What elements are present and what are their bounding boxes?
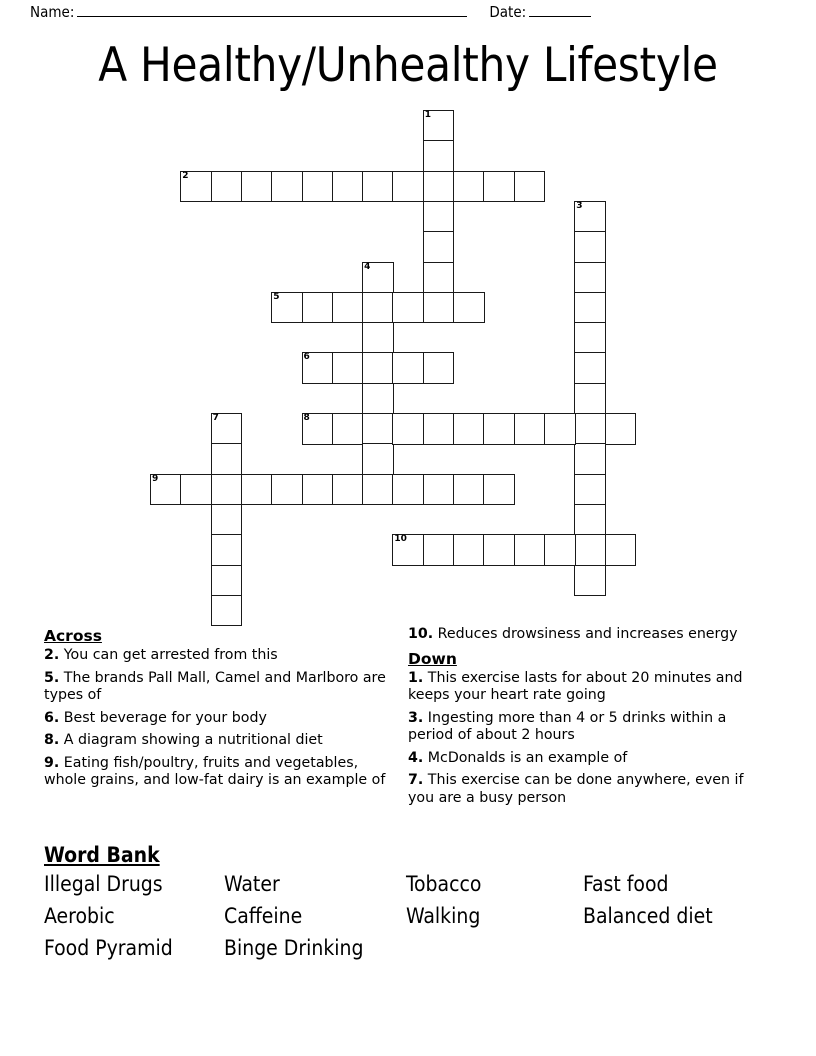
clue-across-5 bbox=[44, 670, 396, 705]
grid-cell-number: 7 bbox=[212, 413, 219, 423]
grid-cell[interactable] bbox=[514, 413, 546, 445]
word-bank-heading: Word Bank bbox=[44, 843, 160, 867]
clue-across-2 bbox=[44, 647, 396, 665]
clue-text: This exercise lasts for about 20 minutes and keeps your heart rate going bbox=[408, 669, 743, 703]
word-bank-item: Fast food bbox=[583, 872, 669, 896]
clue-across-9 bbox=[44, 755, 396, 790]
word-bank-item: Caffeine bbox=[224, 904, 303, 928]
grid-cell[interactable] bbox=[332, 352, 364, 384]
grid-cell-number: 4 bbox=[364, 261, 371, 272]
clue-number: 9. bbox=[44, 754, 60, 771]
grid-cell[interactable] bbox=[332, 171, 364, 203]
grid-cell[interactable] bbox=[423, 292, 455, 324]
clue-text: Reduces drowsiness and increases energy bbox=[437, 626, 738, 642]
grid-cell[interactable] bbox=[574, 413, 606, 445]
grid-cell[interactable] bbox=[423, 231, 455, 263]
grid-cell-number: 10 bbox=[394, 534, 407, 545]
grid-cell[interactable] bbox=[544, 413, 576, 445]
grid-cell[interactable] bbox=[574, 231, 606, 263]
word-bank-section bbox=[44, 842, 784, 963]
grid-cell[interactable] bbox=[271, 474, 303, 506]
grid-cell-number: 1 bbox=[424, 110, 431, 120]
clue-text: McDonalds is an example of bbox=[427, 749, 628, 766]
grid-cell[interactable] bbox=[574, 534, 606, 566]
grid-cell[interactable] bbox=[211, 413, 243, 445]
grid-cell[interactable] bbox=[574, 565, 606, 597]
grid-cell-number: 8 bbox=[303, 413, 310, 423]
clue-number: 7. bbox=[408, 772, 424, 788]
clues-column-left bbox=[44, 626, 396, 795]
grid-cell[interactable] bbox=[574, 262, 606, 294]
grid-cell[interactable] bbox=[544, 534, 576, 566]
name-label: Name: bbox=[30, 3, 75, 21]
word-bank-list bbox=[44, 870, 784, 963]
page-title: A Healthy/Unhealthy Lifestyle bbox=[98, 38, 718, 93]
clue-text: A diagram showing a nutritional diet bbox=[63, 732, 323, 748]
grid-cell[interactable] bbox=[362, 383, 394, 415]
grid-cell[interactable] bbox=[514, 171, 546, 203]
grid-cell[interactable] bbox=[392, 534, 424, 566]
grid-cell[interactable] bbox=[574, 201, 606, 233]
clue-text: Eating fish/poultry, fruits and vegetables, whole grains, and low-fat dairy is an example of bbox=[44, 754, 386, 788]
clue-number: 6. bbox=[44, 709, 60, 726]
grid-cell[interactable] bbox=[453, 413, 485, 445]
down-heading: Down bbox=[408, 649, 457, 668]
clue-text: You can get arrested from this bbox=[63, 647, 278, 663]
grid-cell[interactable] bbox=[574, 474, 606, 506]
grid-cell[interactable] bbox=[423, 413, 455, 445]
grid-cell[interactable] bbox=[453, 474, 485, 506]
grid-cell[interactable] bbox=[392, 352, 424, 384]
grid-cell[interactable] bbox=[180, 474, 212, 506]
clue-text: Best beverage for your body bbox=[63, 709, 267, 726]
grid-cell[interactable] bbox=[574, 292, 606, 324]
word-bank-item: Balanced diet bbox=[583, 904, 713, 928]
grid-cell[interactable] bbox=[423, 352, 455, 384]
clue-down-1 bbox=[408, 670, 760, 705]
clue-down-7 bbox=[408, 772, 760, 807]
grid-cell[interactable] bbox=[483, 534, 515, 566]
word-bank-item: Water bbox=[224, 872, 280, 896]
clue-number: 10. bbox=[408, 626, 434, 642]
grid-cell[interactable] bbox=[332, 413, 364, 445]
grid-cell[interactable] bbox=[453, 171, 485, 203]
grid-cell[interactable] bbox=[302, 292, 334, 324]
clue-number: 8. bbox=[44, 732, 60, 748]
clue-across-8 bbox=[44, 732, 396, 750]
clue-number: 3. bbox=[408, 709, 424, 726]
grid-cell[interactable] bbox=[423, 474, 455, 506]
grid-cell[interactable] bbox=[362, 352, 394, 384]
clues-column-right bbox=[408, 626, 760, 812]
grid-cell[interactable] bbox=[423, 262, 455, 294]
clue-text: The brands Pall Mall, Camel and Marlboro are types of bbox=[44, 669, 386, 703]
grid-cell[interactable] bbox=[423, 110, 455, 142]
clue-across-10 bbox=[408, 626, 760, 644]
grid-cell[interactable] bbox=[180, 171, 212, 203]
clue-down-4 bbox=[408, 750, 760, 768]
grid-cell[interactable] bbox=[574, 504, 606, 536]
grid-cell[interactable] bbox=[514, 534, 546, 566]
clue-text: Ingesting more than 4 or 5 drinks within a period of about 2 hours bbox=[408, 709, 727, 743]
grid-cell[interactable] bbox=[574, 352, 606, 384]
grid-cell[interactable] bbox=[211, 534, 243, 566]
grid-cell[interactable] bbox=[362, 443, 394, 475]
grid-cell[interactable] bbox=[302, 413, 334, 445]
grid-cell[interactable] bbox=[302, 474, 334, 506]
grid-cell[interactable] bbox=[574, 443, 606, 475]
grid-cell[interactable] bbox=[362, 322, 394, 354]
grid-cell[interactable] bbox=[362, 262, 394, 294]
grid-cell[interactable] bbox=[211, 565, 243, 597]
grid-cell-number: 2 bbox=[182, 170, 189, 181]
grid-cell[interactable] bbox=[423, 140, 455, 172]
word-bank-item: Walking bbox=[406, 904, 481, 928]
grid-cell[interactable] bbox=[302, 171, 334, 203]
grid-cell[interactable] bbox=[392, 292, 424, 324]
word-bank-item: Aerobic bbox=[44, 904, 115, 928]
clue-number: 5. bbox=[44, 669, 60, 686]
grid-cell[interactable] bbox=[605, 413, 637, 445]
date-label: Date: bbox=[489, 3, 527, 21]
grid-cell[interactable] bbox=[362, 474, 394, 506]
word-bank-item: Food Pyramid bbox=[44, 936, 173, 960]
grid-cell[interactable] bbox=[483, 171, 515, 203]
clue-number: 1. bbox=[408, 669, 424, 686]
clue-number: 2. bbox=[44, 647, 60, 663]
grid-cell[interactable] bbox=[453, 292, 485, 324]
grid-cell[interactable] bbox=[332, 474, 364, 506]
word-bank-item: Binge Drinking bbox=[224, 936, 364, 960]
word-bank-item: Illegal Drugs bbox=[44, 872, 163, 896]
grid-cell[interactable] bbox=[483, 474, 515, 506]
grid-cell[interactable] bbox=[423, 534, 455, 566]
grid-cell[interactable] bbox=[362, 171, 394, 203]
grid-cell[interactable] bbox=[271, 171, 303, 203]
grid-cell[interactable] bbox=[574, 322, 606, 354]
grid-cell[interactable] bbox=[423, 201, 455, 233]
clue-text: This exercise can be done anywhere, even if you are a busy person bbox=[408, 772, 744, 806]
grid-cell-number: 3 bbox=[576, 200, 583, 211]
grid-cell[interactable] bbox=[392, 413, 424, 445]
grid-cell[interactable] bbox=[392, 474, 424, 506]
grid-cell[interactable] bbox=[605, 534, 637, 566]
grid-cell[interactable] bbox=[423, 171, 455, 203]
grid-cell[interactable] bbox=[392, 171, 424, 203]
grid-cell[interactable] bbox=[211, 443, 243, 475]
clue-down-3 bbox=[408, 710, 760, 745]
grid-cell-number: 9 bbox=[152, 473, 159, 484]
word-bank-item: Tobacco bbox=[406, 872, 482, 896]
grid-cell[interactable] bbox=[574, 383, 606, 415]
grid-cell[interactable] bbox=[271, 292, 303, 324]
grid-cell[interactable] bbox=[483, 413, 515, 445]
clues-section bbox=[44, 626, 774, 834]
grid-cell[interactable] bbox=[362, 413, 394, 445]
grid-cell[interactable] bbox=[453, 534, 485, 566]
grid-cell[interactable] bbox=[211, 171, 243, 203]
grid-cell[interactable] bbox=[150, 474, 182, 506]
grid-cell[interactable] bbox=[241, 171, 273, 203]
grid-cell[interactable] bbox=[362, 292, 394, 324]
grid-cell[interactable] bbox=[211, 504, 243, 536]
grid-cell-number: 5 bbox=[273, 291, 280, 302]
grid-cell[interactable] bbox=[211, 474, 243, 506]
clue-across-6 bbox=[44, 710, 396, 728]
grid-cell[interactable] bbox=[332, 292, 364, 324]
grid-cell[interactable] bbox=[211, 595, 243, 627]
grid-cell[interactable] bbox=[241, 474, 273, 506]
grid-cell-number: 6 bbox=[303, 352, 310, 363]
clue-number: 4. bbox=[408, 749, 424, 766]
grid-cell[interactable] bbox=[302, 352, 334, 384]
across-heading: Across bbox=[44, 627, 102, 645]
